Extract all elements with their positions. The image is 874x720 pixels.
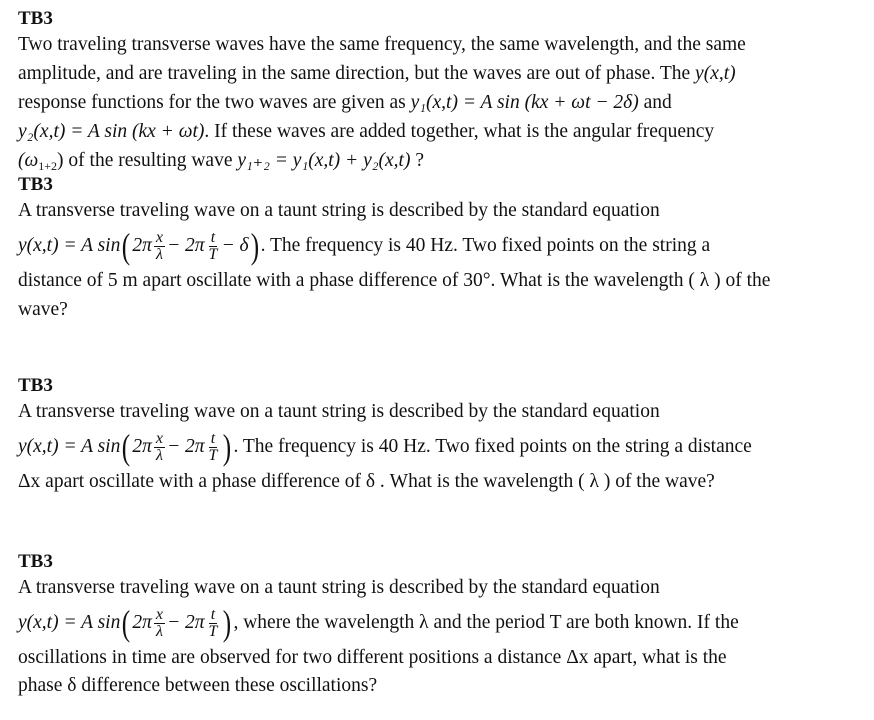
q4-line-3: oscillations in time are observed for two different positions a distance Δx apart, what is the <box>18 647 727 668</box>
q2-right-paren: ) <box>250 226 259 266</box>
q3-equation-line: y(x,t) = A sin ( 2π $\frac{x}{\lambda}$ − 2π $\frac{t}{T}$ ) . The frequency is 40 Hz. Two fixed points on the string a distance <box>18 427 752 467</box>
q1-line-2: amplitude, and are traveling in the same direction, but the waves are out of phase. The y(x,t) <box>18 63 736 84</box>
q3-frac-t-T: $\frac{t}{T}$ <box>208 429 218 464</box>
question-2-heading: TB3 <box>18 174 53 195</box>
q4-after-eq: , where the wavelength λ and the period T are both known. If the <box>233 612 739 633</box>
question-4 <box>18 549 858 699</box>
question-3 <box>18 373 858 495</box>
q2-line-1: A transverse traveling wave on a taunt string is described by the standard equation <box>18 200 660 221</box>
question-2 <box>18 172 858 323</box>
q4-line-1: A transverse traveling wave on a taunt string is described by the standard equation <box>18 577 660 598</box>
q2-frac-x-lambda: $\frac{x}{\lambda}$ <box>155 228 163 263</box>
q4-right-paren: ) <box>223 603 232 643</box>
q4-line-4: phase δ difference between these oscillations? <box>18 675 378 696</box>
q2-eq-lhs: y(x,t) = A sin <box>18 235 121 256</box>
q4-equation-line: y(x,t) = A sin ( 2π $\frac{x}{\lambda}$ − 2π $\frac{t}{T}$ ) , where the wavelength λ and the period T are both known. If the <box>18 603 739 643</box>
q3-line-1: A transverse traveling wave on a taunt string is described by the standard equation <box>18 401 660 422</box>
q1-line-5: $(\omega_{1+2})$ of the resulting wave y₁₊₂ = y₁(x,t) + y₂(x,t) ? <box>18 150 424 173</box>
q2-frac-t-T: $\frac{t}{T}$ <box>208 228 218 263</box>
q2-line-3: distance of 5 m apart oscillate with a phase difference of 30°. What is the wavelength ( λ ) of the <box>18 270 771 291</box>
q3-right-paren: ) <box>223 427 232 467</box>
q1-line-4: y₂(x,t) = A sin (kx + ωt). If these waves are added together, what is the angular frequency <box>18 121 715 142</box>
q4-frac-x-lambda: $\frac{x}{\lambda}$ <box>155 605 163 640</box>
question-1-heading: TB3 <box>18 8 53 29</box>
q3-eq-lhs: y(x,t) = A sin <box>18 436 121 457</box>
q1-line-3: response functions for the two waves are given as y₁(x,t) = A sin (kx + ωt − 2δ) and <box>18 92 672 113</box>
q4-left-paren: ( <box>122 603 131 643</box>
q4-frac-t-T: $\frac{t}{T}$ <box>208 605 218 640</box>
q2-after-eq: . The frequency is 40 Hz. Two fixed points on the string a <box>260 235 711 256</box>
question-3-heading: TB3 <box>18 375 53 396</box>
q4-eq-lhs: y(x,t) = A sin <box>18 612 121 633</box>
q3-after-eq: . The frequency is 40 Hz. Two fixed points on the string a distance <box>233 436 752 457</box>
q1-line-1: Two traveling transverse waves have the same frequency, the same wavelength, and the same <box>18 34 746 55</box>
q3-frac-x-lambda: $\frac{x}{\lambda}$ <box>155 429 163 464</box>
q3-line-3: Δx apart oscillate with a phase difference of δ . What is the wavelength ( λ ) of the wave? <box>18 471 715 492</box>
q2-left-paren: ( <box>122 226 131 266</box>
q2-equation-line: y(x,t) = A sin ( 2π $\frac{x}{\lambda}$ − 2π $\frac{t}{T}$ − δ ) . The frequency is 40 Hz. Two fixed points on the string a <box>18 226 711 266</box>
question-1 <box>18 6 858 179</box>
q3-left-paren: ( <box>122 427 131 467</box>
question-4-heading: TB3 <box>18 551 53 572</box>
q2-line-4: wave? <box>18 299 68 320</box>
